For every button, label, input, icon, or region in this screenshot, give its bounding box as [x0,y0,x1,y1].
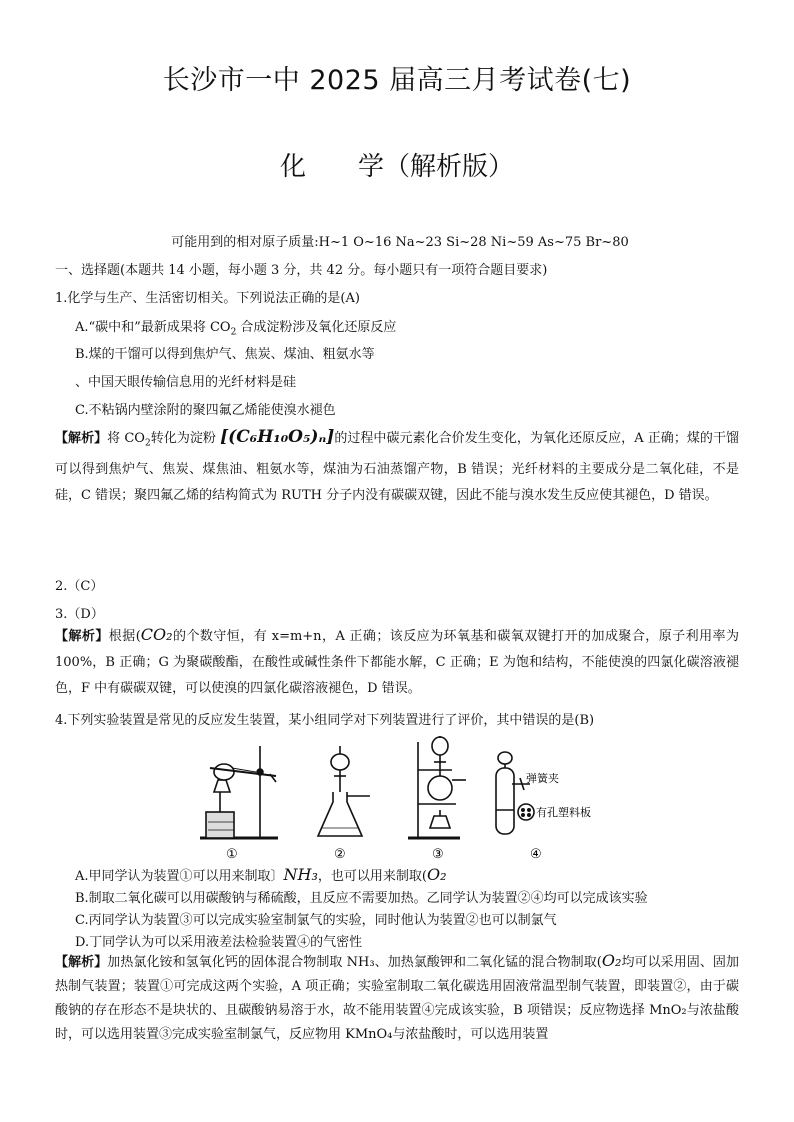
plate-label: 有孔塑料板 [536,806,591,819]
starch-formula: [(C₆H₁₀O₅)ₙ] [220,427,335,447]
apparatus-figure [190,732,591,862]
q3-answer: 3.（D） [55,607,104,622]
nh3-formula: NH₃ [283,865,318,884]
co2-formula: CO₂ [140,625,173,644]
q3-analysis: 【解析】根据(CO₂的个数守恒，有 x=m+n，A 正确；该反应为环氧基和碳氧双键打开的加成聚合，原子利用率为 100%，B 正确；G 为聚碳酸酯，在酸性或碱性条件下都能水解，C 正确；E 为饱和结构，不能使溴的四氯化碳溶液褪色，F 中有碳碳双键，可以使溴的四氯化碳溶液褪色，D 错误。 [55,625,739,696]
apparatus-label-1: ① [226,847,238,862]
apparatus-label-3: ③ [432,847,444,862]
q4-option-c: C.丙同学认为装置③可以完成实验室制氯气的实验，同时他认为装置②也可以制氯气 [75,913,557,928]
apparatus-label-4: ④ [530,847,542,862]
q1-stem: 1.化学与生产、生活密切相关。下列说法正确的是(A) [55,291,360,306]
q4-option-a: A.甲同学认为装置①可以用来制取〕NH₃，也可以用来制取(O₂ [75,865,447,884]
o2-formula: O₂ [426,865,447,884]
q1-option-x: 、中国天眼传输信息用的光纤材料是硅 [75,375,297,390]
q4-analysis: 【解析】加热氯化铵和氢氧化钙的固体混合物制取 NH₃、加热氯酸钾和二氧化锰的混合物制取(O₂均可以采用固、固加热制气装置；装置①可完成这两个实验，A 项正确；实验室制取二氧化碳选用固液常温型制气装置，即装置②，由于碳酸钠的存在形态不是块状的、且碳酸钠易溶于水，故不能用装置④完成该实验，B 项错误；反应物选择 MnO₂与浓盐酸时，可以选用装置③完成实验室制氯气，反应物用 KMnO₄与浓盐酸时，可以选用装置 [55,951,739,1042]
page-title: 长沙市一中 2025 届高三月考试卷(七) [162,65,632,96]
o2-formula-2: O₂ [601,951,622,970]
clip-label: 弹簧夹 [526,772,559,785]
q2-answer: 2.（C） [55,579,104,594]
q1-option-b: B.煤的干馏可以得到焦炉气、焦炭、煤油、粗氨水等 [75,347,375,362]
apparatus-4 [496,752,534,834]
q1-analysis: 【解析】将 $CO_2$转化为淀粉 [(C₆H₁₀O₅)ₙ]的过程中碳元素化合价发生变化，为氧化还原反应，A 正确；煤的干馏可以得到焦炉气、焦炭、煤焦油、粗氨水等，煤油为石油蒸馏产物，B 错误；光纤材料的主要成分是二氧化硅，不是硅，C 错误；聚四氟乙烯的结构简式为 RUTH 分子内没有碳碳双键，因此不能与溴水发生反应使其褪色，D 错误。 [55,427,739,503]
q4-option-b: B.制取二氧化碳可以用碳酸钠与稀硫酸，且反应不需要加热。乙同学认为装置②④均可以完成该实验 [75,891,648,906]
apparatus-2 [318,746,370,836]
apparatus-3 [408,736,466,838]
atomic-masses: 可能用到的相对原子质量:H~1 O~16 Na~23 Si~28 Ni~59 As~75 Br~80 [171,235,629,250]
apparatus-1 [200,746,278,838]
section-heading: 一、选择题(本题共 14 小题，每小题 3 分，共 42 分。每小题只有一项符合题目要求) [55,263,548,278]
q4-stem: 4.下列实验装置是常见的反应发生装置，某小组同学对下列装置进行了评价，其中错误的是(B) [55,713,595,728]
q1-option-a: A.“碳中和”最新成果将 $CO_2$ 合成淀粉涉及氧化还原反应 [75,320,397,338]
page-subtitle: 化 学（解析版） [279,152,514,182]
apparatus-label-2: ② [334,847,346,862]
q1-option-c: C.不粘锅内壁涂附的聚四氟乙烯能使溴水褪色 [75,403,336,418]
q4-option-d: D.丁同学认为可以采用液差法检验装置④的气密性 [75,935,363,950]
